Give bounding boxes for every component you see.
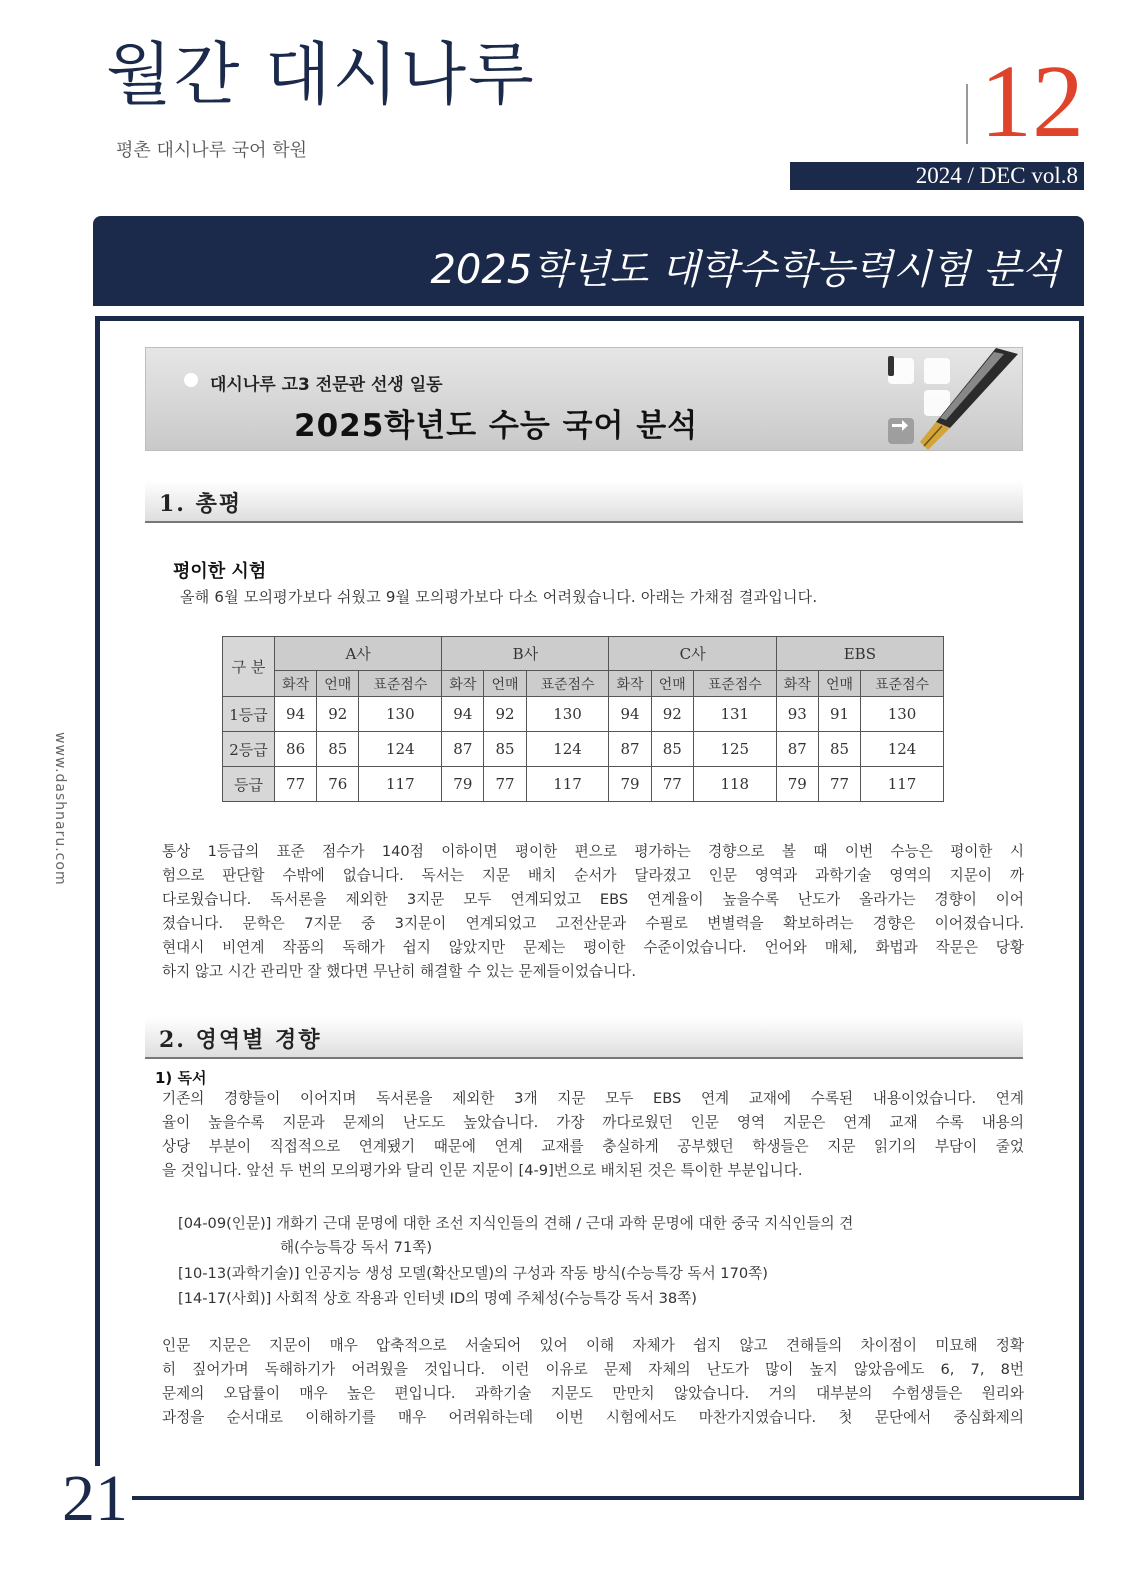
subheading: 평이한 시험 <box>173 561 267 582</box>
doc-header <box>145 347 1023 451</box>
table-cell: 117 <box>861 767 944 802</box>
table-row <box>223 732 944 767</box>
paragraph-line: 하지 않고 시간 관리만 잘 했다면 무난히 해결할 수 있는 문제들이었습니다. <box>162 963 636 980</box>
magazine-title: 월간 대시나루 <box>106 36 536 115</box>
table-cell: 79 <box>442 767 484 802</box>
divider <box>966 84 968 144</box>
side-url: www.dashnaru.com <box>52 732 68 886</box>
paragraph-line: 인문 지문은 지문이 매우 압축적으로 서술되어 있어 이해 자체가 쉽지 않고 견해들의 차이점이 미묘해 정확 <box>162 1337 1024 1354</box>
table-cell: 77 <box>818 767 860 802</box>
table-subheader: 언매 <box>651 671 693 697</box>
table-cell: 130 <box>526 697 609 732</box>
paragraph-line: 히 짚어가며 독해하기가 어려웠을 것입니다. 이런 이유로 문제 자체의 난도가 많이 높지 않았음에도 6, 7, 8번 <box>162 1361 1024 1378</box>
table-subheader: 표준점수 <box>861 671 944 697</box>
article-banner <box>93 216 1084 306</box>
table-cell: 130 <box>861 697 944 732</box>
table-company-header: A사 <box>275 637 442 671</box>
table-corner: 구 분 <box>223 637 275 697</box>
paragraph-line: 기존의 경향들이 이어지며 독서론을 제외한 3개 지문 모두 EBS 연계 교재에 수록된 내용이었습니다. 연계 <box>162 1090 1024 1107</box>
issue-number: 12 <box>980 44 1084 159</box>
table-subheader: 화작 <box>609 671 651 697</box>
section-heading: 1. 총평 <box>159 491 243 517</box>
section-heading: 2. 영역별 경향 <box>159 1027 322 1053</box>
table-subheader: 화작 <box>275 671 317 697</box>
table-cell: 131 <box>693 697 776 732</box>
table-subheader: 화작 <box>442 671 484 697</box>
table-subheader: 표준점수 <box>526 671 609 697</box>
table-cell: 85 <box>317 732 359 767</box>
score-table <box>222 636 944 802</box>
table-company-header: B사 <box>442 637 609 671</box>
paragraph-line: 현대시 비연계 작품의 독해가 쉽지 않았지만 문제는 평이한 수준이었습니다. 언어와 매체, 화법과 작문은 당황 <box>162 939 1024 956</box>
table-cell: 85 <box>818 732 860 767</box>
table-cell: 117 <box>526 767 609 802</box>
table-cell: 77 <box>275 767 317 802</box>
table-cell: 125 <box>693 732 776 767</box>
table-subheader: 화작 <box>776 671 818 697</box>
reference-line: [10-13(과학기술)] 인공지능 생성 모델(확산모델)의 구성과 작동 방식(수능특강 독서 170쪽) <box>178 1265 768 1282</box>
table-cell: 77 <box>484 767 526 802</box>
table-cell: 91 <box>818 697 860 732</box>
table-cell: 118 <box>693 767 776 802</box>
table-cell: 79 <box>609 767 651 802</box>
table-cell: 92 <box>651 697 693 732</box>
issue-info: 2024 / DEC vol.8 <box>790 162 1084 190</box>
table-cell: 85 <box>651 732 693 767</box>
table-row <box>223 697 944 732</box>
paragraph-line: 문제의 오답률이 매우 높은 편입니다. 과학기술 지문도 만만치 않았습니다. 거의 대부분의 수험생들은 원리와 <box>162 1385 1024 1402</box>
table-cell: 87 <box>609 732 651 767</box>
paragraph-line: 험으로 판단할 수밖에 없습니다. 독서는 지문 배치 순서가 달라졌고 인문 영역과 과학기술 영역의 지문이 까 <box>162 867 1024 884</box>
table-cell: 87 <box>776 732 818 767</box>
table-cell: 94 <box>442 697 484 732</box>
reference-line: 해(수능특강 독서 71쪽) <box>280 1239 433 1256</box>
table-cell: 94 <box>609 697 651 732</box>
table-subheader: 표준점수 <box>359 671 442 697</box>
table-cell: 77 <box>651 767 693 802</box>
table-cell: 86 <box>275 732 317 767</box>
table-cell: 124 <box>861 732 944 767</box>
paragraph-line: 율이 높을수록 지문과 문제의 난도도 높았습니다. 가장 까다로웠던 인문 영역 지문은 연계 교재 수록 내용의 <box>162 1114 1024 1131</box>
table-cell: 92 <box>317 697 359 732</box>
table-cell: 94 <box>275 697 317 732</box>
summary-paragraph <box>162 840 1024 984</box>
row-label: 등급 <box>223 767 275 802</box>
page-number: 21 <box>62 1466 132 1532</box>
section-heading-bar <box>145 481 1023 523</box>
table-cell: 117 <box>359 767 442 802</box>
paragraph-line: 상당 부분이 직접적으로 연계됐기 때문에 연계 교재를 충실하게 공부했던 학생들은 지문 읽기의 부담이 줄었 <box>162 1138 1024 1155</box>
table-company-header: EBS <box>776 637 943 671</box>
section-heading-bar <box>145 1017 1023 1059</box>
table-company-header: C사 <box>609 637 776 671</box>
table-subheader: 언매 <box>317 671 359 697</box>
table-subheader: 언매 <box>484 671 526 697</box>
doc-title: 2025학년도 수능 국어 분석 <box>294 408 699 444</box>
table-cell: 124 <box>526 732 609 767</box>
reference-line: [04-09(인문)] 개화기 근대 문명에 대한 조선 지식인들의 견해 / 근대 과학 문명에 대한 중국 지식인들의 견 <box>178 1215 854 1232</box>
table-subheader: 언매 <box>818 671 860 697</box>
intro-text: 올해 6월 모의평가보다 쉬웠고 9월 모의평가보다 다소 어려웠습니다. 아래는 가채점 결과입니다. <box>180 588 818 606</box>
reference-line: [14-17(사회)] 사회적 상호 작용과 인터넷 ID의 명예 주체성(수능특강 독서 38쪽) <box>178 1290 697 1307</box>
subsection-heading: 1) 독서 <box>155 1069 207 1087</box>
table-cell: 79 <box>776 767 818 802</box>
magazine-subtitle: 평촌 대시나루 국어 학원 <box>116 140 308 161</box>
row-label: 2등급 <box>223 732 275 767</box>
table-cell: 130 <box>359 697 442 732</box>
paragraph-line: 통상 1등급의 표준 점수가 140점 이하이면 평이한 편으로 평가하는 경향으로 볼 때 이번 수능은 평이한 시 <box>162 843 1024 860</box>
paragraph-line: 과정을 순서대로 이해하기를 매우 어려워하는데 이번 시험에서도 마찬가지였습니다. 첫 문단에서 중심화제의 <box>162 1409 1024 1426</box>
fountain-pen-icon <box>876 348 1024 452</box>
table-cell: 93 <box>776 697 818 732</box>
table-cell: 76 <box>317 767 359 802</box>
analysis-paragraph <box>162 1334 1024 1430</box>
paragraph-line: 졌습니다. 문학은 7지문 중 3지문이 연계되었고 고전산문과 수필로 변별력을 확보하려는 경향은 이어졌습니다. <box>162 915 1024 932</box>
paragraph-line: 을 것입니다. 앞선 두 번의 모의평가와 달리 인문 지문이 [4-9]번으로 배치된 것은 특이한 부분입니다. <box>162 1162 803 1179</box>
reading-paragraph <box>162 1087 1024 1183</box>
banner-title: 2025학년도 대학수학능력시험 분석 <box>430 247 1060 293</box>
table-cell: 87 <box>442 732 484 767</box>
table-cell: 124 <box>359 732 442 767</box>
doc-author: 대시나루 고3 전문관 선생 일동 <box>210 375 443 395</box>
table-cell: 92 <box>484 697 526 732</box>
row-label: 1등급 <box>223 697 275 732</box>
paragraph-line: 다로웠습니다. 독서론을 제외한 3지문 모두 연계되었고 EBS 연계율이 높을수록 난도가 올라가는 경향이 이어 <box>162 891 1024 908</box>
table-row <box>223 767 944 802</box>
table-subheader: 표준점수 <box>693 671 776 697</box>
table-cell: 85 <box>484 732 526 767</box>
bullet-dot <box>184 373 198 387</box>
